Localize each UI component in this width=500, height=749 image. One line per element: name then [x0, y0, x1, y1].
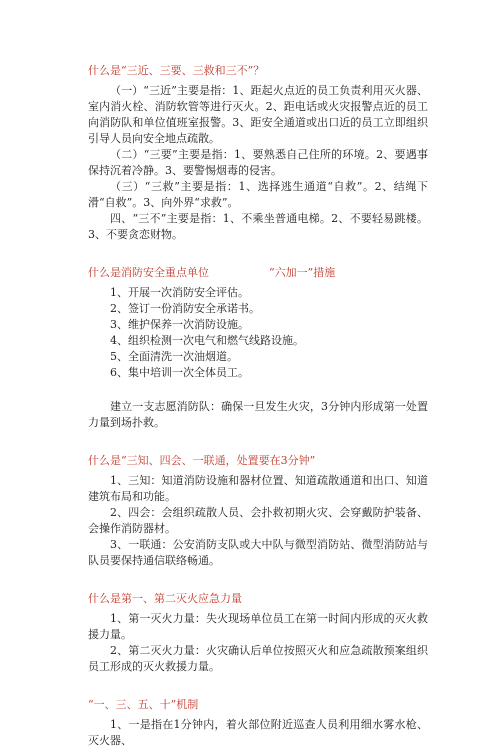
list-item: 4、组织检测一次电气和燃气线路设施。 — [110, 334, 304, 347]
section-heading-san-jin: 什么是“三近、三要、三救和三不”？ — [88, 64, 265, 77]
list-item: 3、维护保养一次消防设施。 — [110, 318, 249, 331]
paragraph: （一）“三近”主要是指：1、距起火点近的员工负责利用灭火器、室内消火栓、消防软管等进行灭火。2、距电话或火灾报警点近的员工向消防队和单位值班室报警。3、距安全通道或出口近的员工立即组织引导人员向安全地点疏散。 — [88, 84, 428, 145]
list-item: 5、全面清洗一次油烟道。 — [110, 350, 238, 363]
paragraph: 建立一支志愿消防队：确保一旦发生火灾，3分钟内形成第一处置力量到场扑救。 — [88, 400, 428, 429]
section-heading-mechanism: “一、三、五、十”机制 — [88, 698, 199, 711]
list-item: 2、签订一份消防安全承诺书。 — [110, 302, 260, 315]
paragraph: 2、四会：会组织疏散人员、会扑救初期火灾、会穿戴防护装备、会操作消防器材。 — [88, 506, 428, 535]
paragraph: （三）“三救”主要是指：1、选择逃生通道“自救”。2、结绳下滑“自救”。3、向外界“求救”。 — [88, 180, 428, 209]
heading-right: “六加一”措施 — [269, 266, 336, 279]
section-heading-key-units — [88, 265, 428, 281]
paragraph: 3、一联通：公安消防支队或大中队与微型消防站、微型消防站与队员要保持通信联络畅通。 — [88, 538, 428, 567]
list-item: 6、集中培训一次全体员工。 — [110, 366, 249, 379]
paragraph: 1、一是指在1分钟内，着火部位附近巡查人员利用细水雾水枪、灭火器、 — [88, 718, 428, 747]
paragraph: （二）“三要”主要是指：1、要熟悉自己住所的环境。2、要遇事保持沉着冷静。3、要警惕烟毒的侵害。 — [88, 148, 428, 177]
paragraph: 1、三知：知道消防设施和器材位置、知道疏散通道和出口、知道建筑布局和功能。 — [88, 474, 428, 503]
section-heading-response-force: 什么是第一、第二灭火应急力量 — [88, 592, 242, 605]
paragraph: 2、第二灭火力量：火灾确认后单位按照灭火和应急疏散预案组织员工形成的灭火救援力量。 — [88, 644, 428, 673]
paragraph: 四、“三不”主要是指：1、不乘坐普通电梯。2、不要轻易跳楼。3、不要贪恋财物。 — [88, 212, 428, 241]
paragraph: 1、第一灭火力量：失火现场单位员工在第一时间内形成的灭火救援力量。 — [88, 612, 428, 641]
heading-left: 什么是消防安全重点单位 — [88, 266, 209, 279]
document-body — [88, 63, 428, 749]
list-item: 1、开展一次消防安全评估。 — [110, 286, 249, 299]
section-heading-san-zhi: 什么是“三知、四会、一联通，处置要在3分钟” — [88, 454, 316, 467]
